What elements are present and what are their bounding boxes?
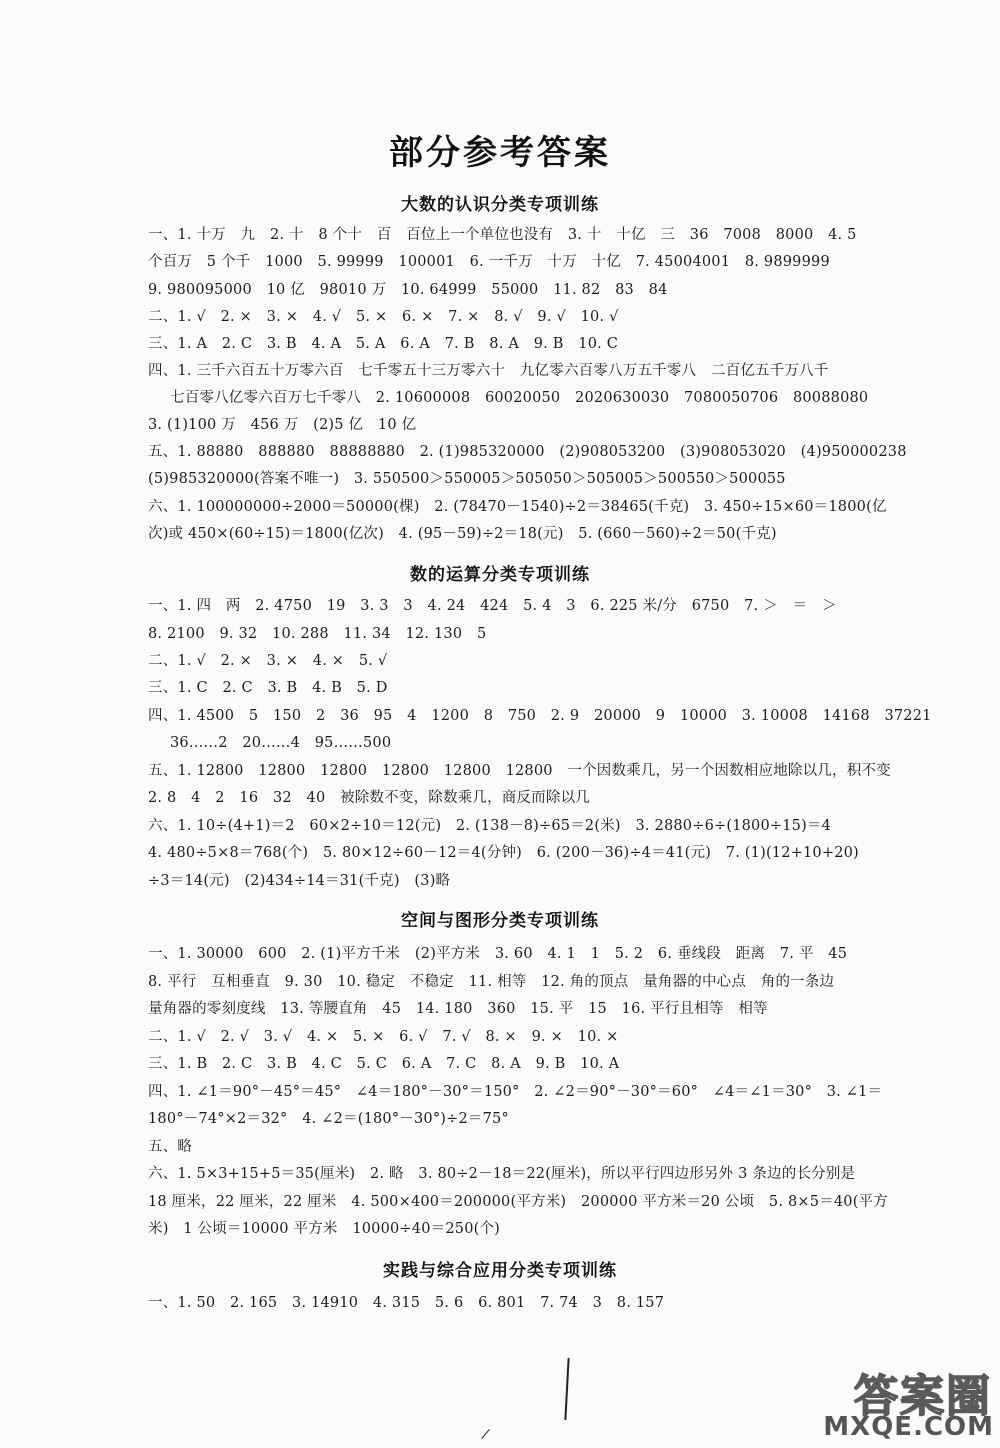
answer-line: 一、1. 50 2. 165 3. 14910 4. 315 5. 6 6. 801 7. 74 3 8. 157 bbox=[148, 1295, 665, 1311]
answer-line: 四、1. 4500 5 150 2 36 95 4 1200 8 750 2. 9 20000 9 10000 3. 10008 14168 37221 bbox=[148, 708, 932, 724]
answer-line: 六、1. 100000000÷2000＝50000(棵) 2. (78470－1540)÷2＝38465(千克) 3. 450÷15×60＝1800(亿 bbox=[148, 499, 887, 515]
answer-line: (5)985320000(答案不唯一) 3. 550500＞550005＞505050＞505005＞500550＞500055 bbox=[148, 471, 786, 487]
answer-line: 二、1. √ 2. √ 3. √ 4. × 5. × 6. √ 7. √ 8. × 9. × 10. × bbox=[148, 1029, 619, 1045]
answer-line: 二、1. √ 2. × 3. × 4. √ 5. × 6. × 7. × 8. √ 9. √ 10. √ bbox=[148, 309, 619, 325]
answer-line: 四、1. 三千六百五十万零六百 七千零五十三万零六十 九亿零六百零八万五千零八 二百亿五千万八千 bbox=[148, 363, 829, 379]
answer-line: 2. 8 4 2 16 32 40 被除数不变，除数乘几，商反而除以几 bbox=[148, 790, 590, 806]
answer-line: 一、1. 30000 600 2. (1)平方千米 (2)平方米 3. 60 4. 1 1 5. 2 6. 垂线段 距离 7. 平 45 bbox=[148, 946, 848, 962]
watermark-logo bbox=[812, 1352, 1000, 1448]
answer-line: 五、1. 88880 888880 88888880 2. (1)985320000 (2)908053200 (3)908053020 (4)950000238 bbox=[148, 444, 907, 460]
answer-line: 4. 480÷5×8＝768(个) 5. 80×12÷60－12＝4(分钟) 6. (200－36)÷4＝41(元) 7. (1)(12+10+20) bbox=[148, 845, 859, 861]
answer-line: 六、1. 5×3+15+5＝35(厘米) 2. 略 3. 80÷2－18＝22(厘米)，所以平行四边形另外 3 条边的长分别是 bbox=[148, 1166, 856, 1182]
answer-line: 三、1. A 2. C 3. B 4. A 5. A 6. A 7. B 8. A 9. B 10. C bbox=[148, 336, 619, 352]
answer-line: 五、1. 12800 12800 12800 12800 12800 12800 一个因数乘几，另一个因数相应地除以几，积不变 bbox=[148, 763, 891, 779]
answer-line: 18 厘米，22 厘米，22 厘米 4. 500×400＝200000(平方米) 200000 平方米＝20 公顷 5. 8×5＝40(平方 bbox=[148, 1194, 888, 1210]
answer-line: 一、1. 四 两 2. 4750 19 3. 3 3 4. 24 424 5. 4 3 6. 225 米/分 6750 7. ＞ ＝ ＞ bbox=[148, 598, 837, 614]
watermark-url: MXQE.COM bbox=[823, 1412, 994, 1442]
answer-line: 8. 2100 9. 32 10. 288 11. 34 12. 130 5 bbox=[148, 626, 487, 642]
answer-line: 米) 1 公顷＝10000 平方米 10000÷40＝250(个) bbox=[148, 1221, 501, 1237]
section-title: 大数的认识分类专项训练 bbox=[401, 195, 599, 215]
answer-line: 180°－74°×2＝32° 4. ∠2＝(180°－30°)÷2＝75° bbox=[148, 1111, 509, 1127]
watermark-logo-text: 答案圈 bbox=[854, 1371, 992, 1422]
answer-line: 四、1. ∠1＝90°－45°＝45° ∠4＝180°－30°＝150° 2. ∠2＝90°－30°＝60° ∠4＝∠1＝30° 3. ∠1＝ bbox=[148, 1084, 883, 1100]
answer-line: 三、1. B 2. C 3. B 4. C 5. C 6. A 7. C 8. A 9. B 10. A bbox=[148, 1056, 620, 1072]
scan-mark bbox=[564, 1358, 569, 1420]
section-title: 空间与图形分类专项训练 bbox=[401, 911, 599, 931]
answer-line: 次)或 450×(60÷15)＝1800(亿次) 4. (95－59)÷2＝18(元) 5. (660－560)÷2＝50(千克) bbox=[148, 526, 777, 542]
answer-line: 三、1. C 2. C 3. B 4. B 5. D bbox=[148, 680, 388, 696]
answer-line: 六、1. 10÷(4+1)＝2 60×2÷10＝12(元) 2. (138－8)÷65＝2(米) 3. 2880÷6÷(1800÷15)＝4 bbox=[148, 818, 832, 834]
answer-line: 一、1. 十万 九 2. 十 8 个十 百 百位上一个单位也没有 3. 十 十亿 三 36 7008 8000 4. 5 bbox=[148, 227, 857, 243]
scan-mark bbox=[481, 1429, 489, 1439]
answer-line: 9. 980095000 10 亿 98010 万 10. 64999 55000 11. 82 83 84 bbox=[148, 282, 668, 298]
answer-line: 二、1. √ 2. × 3. × 4. × 5. √ bbox=[148, 653, 388, 669]
answer-line: 3. (1)100 万 456 万 (2)5 亿 10 亿 bbox=[148, 417, 417, 433]
answer-line: 量角器的零刻度线 13. 等腰直角 45 14. 180 360 15. 平 15 16. 平行且相等 相等 bbox=[148, 1001, 768, 1017]
answer-line: 七百零八亿零六百万七千零八 2. 10600008 60020050 2020630030 7080050706 80088080 bbox=[170, 390, 869, 406]
answer-line: 个百万 5 个千 1000 5. 99999 100001 6. 一千万 十万 十亿 7. 45004001 8. 9899999 bbox=[148, 254, 830, 270]
answer-line: ÷3＝14(元) (2)434÷14＝31(千克) (3)略 bbox=[148, 873, 451, 889]
section-title: 实践与综合应用分类专项训练 bbox=[383, 1261, 617, 1281]
page-title: 部分参考答案 bbox=[389, 133, 611, 173]
answer-line: 五、略 bbox=[148, 1139, 193, 1155]
section-title: 数的运算分类专项训练 bbox=[410, 565, 590, 585]
answer-line: 36……2 20……4 95……500 bbox=[170, 735, 392, 751]
answer-line: 8. 平行 互相垂直 9. 30 10. 稳定 不稳定 11. 相等 12. 角的顶点 量角器的中心点 角的一条边 bbox=[148, 974, 835, 990]
